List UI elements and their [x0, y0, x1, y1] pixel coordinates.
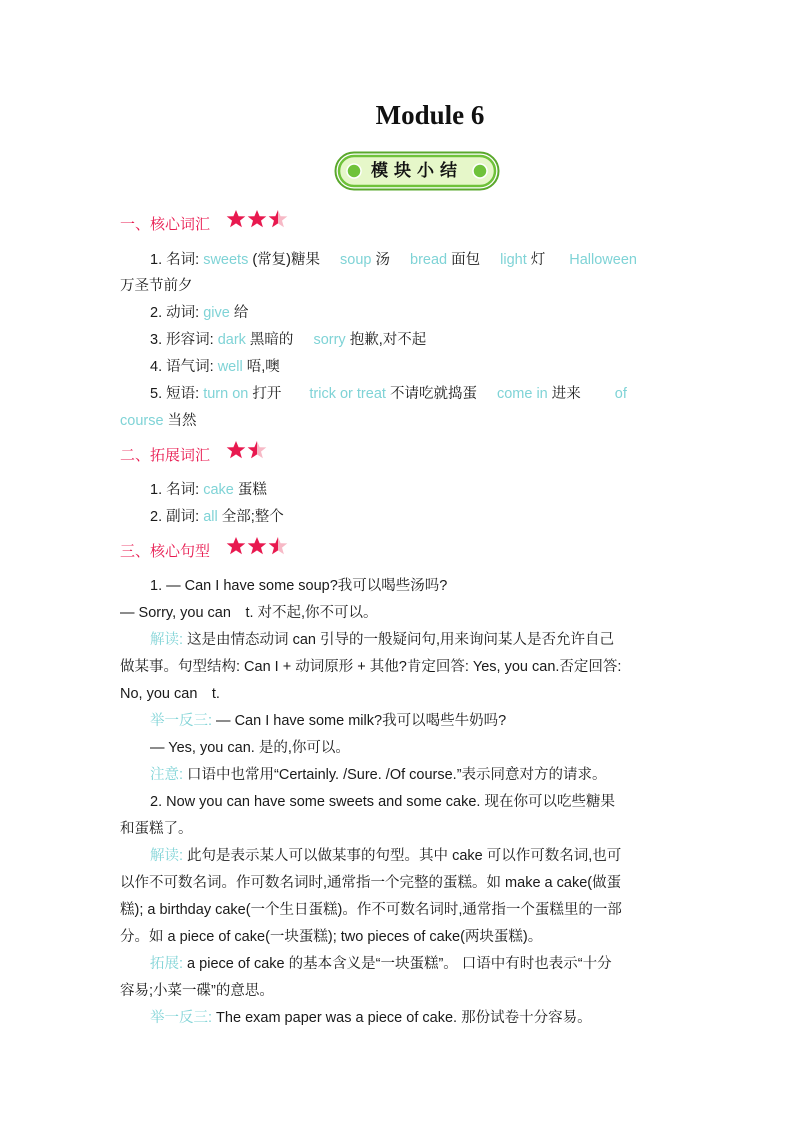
gloss: 打开: [248, 386, 282, 402]
answer-word: sorry: [313, 332, 346, 348]
sentence2-explanation-1: [150, 846, 621, 866]
gloss: 进来: [547, 386, 581, 402]
section3-stars-icon: [226, 536, 290, 562]
note-label: 解读:: [150, 848, 184, 864]
note-text: 口语中也常用“Certainly. /Sure. /Of course.”表示同意对方的请求。: [183, 767, 607, 783]
answer-word: of: [614, 386, 627, 402]
vocab-verbs-line: [150, 303, 248, 323]
vocab-nouns-line-cont: 万圣节前夕: [120, 278, 193, 294]
section1-heading-row: [120, 212, 290, 238]
note-text: — Can I have some milk?我可以喝些牛奶吗?: [212, 713, 507, 729]
answer-word: cake: [203, 482, 234, 498]
item-label: 1. 名词:: [150, 482, 204, 498]
sentence1-attention: [150, 765, 607, 785]
sentence1-explanation-2: 做某事。句型结构: Can I + 动词原形 + 其他?肯定回答: Yes, you can.否定回答:: [120, 659, 622, 675]
sentence2-extension-2: 容易;小菜一碟”的意思。: [120, 983, 274, 999]
item-label: 2. 动词:: [150, 305, 204, 321]
section2-heading-row: [120, 443, 270, 469]
answer-word: all: [203, 509, 218, 525]
note-text: 这是由情态动词 can 引导的一般疑问句,用来询问某人是否允许自己: [183, 632, 615, 648]
gloss: (常复)糖果: [248, 252, 321, 268]
gloss: 当然: [163, 413, 197, 429]
note-label: 举一反三:: [150, 713, 213, 729]
vocab-phrases-line: [150, 384, 627, 404]
section3-heading-row: [120, 539, 290, 565]
sentence2-explanation-4: 分。如 a piece of cake(一块蛋糕); two pieces of cake(两块蛋糕)。: [120, 929, 543, 945]
gloss: 黑暗的: [245, 332, 294, 348]
answer-word: light: [500, 252, 527, 268]
item-label: 2. 副词:: [150, 509, 204, 525]
sentence2-extension-1: [150, 954, 612, 974]
gloss: 抱歉,对不起: [345, 332, 427, 348]
answer-word: soup: [340, 252, 372, 268]
answer-word: sweets: [203, 252, 249, 268]
summary-badge: [334, 151, 500, 191]
vocab-interjections-line: [150, 357, 280, 377]
section2-stars-icon: [226, 440, 270, 466]
note-text: a piece of cake 的基本含义是“一块蛋糕”。 口语中有时也表示“十分: [183, 956, 612, 972]
ext-adverbs-line: [150, 507, 284, 527]
answer-word: give: [203, 305, 230, 321]
answer-word: course: [120, 413, 164, 429]
gloss: 汤: [371, 252, 390, 268]
sentence1-explanation-3: No, you can t.: [120, 686, 220, 702]
sentence2-example: [150, 1008, 592, 1028]
note-text: The exam paper was a piece of cake. 那份试卷十分容易。: [212, 1010, 592, 1026]
answer-word: well: [217, 359, 243, 375]
gloss: 唔,噢: [242, 359, 280, 375]
sentence2-explanation-2: 以作不可数名词。作可数名词时,通常指一个完整的蛋糕。如 make a cake(做蛋: [120, 875, 622, 891]
gloss: 不请吃就捣蛋: [385, 386, 477, 402]
answer-word: bread: [410, 252, 448, 268]
ext-nouns-line: [150, 480, 267, 500]
gloss: 灯: [526, 252, 546, 268]
item-label: 5. 短语:: [150, 386, 204, 402]
answer-word: trick or treat: [309, 386, 386, 402]
gloss: 全部;整个: [217, 509, 284, 525]
sentence1-explanation-1: [150, 630, 614, 650]
gloss: 面包: [447, 252, 481, 268]
section2-heading: 二、拓展词汇: [120, 446, 211, 464]
sentence2-line-1: 2. Now you can have some sweets and some cake. 现在你可以吃些糖果: [150, 794, 615, 810]
section1-stars-icon: [226, 209, 290, 235]
sentence2-explanation-3: 糕); a birthday cake(一个生日蛋糕)。作不可数名词时,通常指一个蛋糕里的一部: [120, 902, 622, 918]
answer-word: Halloween: [569, 252, 637, 268]
vocab-nouns-line: [150, 250, 637, 270]
gloss: 蛋糕: [233, 482, 267, 498]
gloss: 给: [229, 305, 249, 321]
note-label: 注意:: [150, 767, 184, 783]
answer-word: turn on: [203, 386, 249, 402]
sentence1-example-a: — Yes, you can. 是的,你可以。: [150, 740, 350, 756]
item-label: 1. 名词:: [150, 252, 204, 268]
answer-word: dark: [217, 332, 246, 348]
note-label: 举一反三:: [150, 1010, 213, 1026]
item-label: 3. 形容词:: [150, 332, 218, 348]
note-label: 拓展:: [150, 956, 184, 972]
vocab-adjectives-line: [150, 330, 426, 350]
note-text: 此句是表示某人可以做某事的句型。其中 cake 可以作可数名词,也可: [183, 848, 622, 864]
section3-heading: 三、核心句型: [120, 542, 211, 560]
sentence1-example-q: [150, 711, 506, 731]
note-label: 解读:: [150, 632, 184, 648]
sentence1-answer: — Sorry, you can t. 对不起,你不可以。: [120, 605, 378, 621]
section1-heading: 一、核心词汇: [120, 215, 211, 233]
sentence2-line-2: 和蛋糕了。: [120, 821, 193, 837]
vocab-phrases-line-cont: [120, 411, 197, 431]
item-label: 4. 语气词:: [150, 359, 218, 375]
answer-word: come in: [496, 386, 548, 402]
sentence1-question: 1. — Can I have some soup?我可以喝些汤吗?: [150, 578, 448, 594]
badge-label: 模块小结: [371, 161, 463, 181]
module-title: Module 6: [375, 100, 485, 130]
